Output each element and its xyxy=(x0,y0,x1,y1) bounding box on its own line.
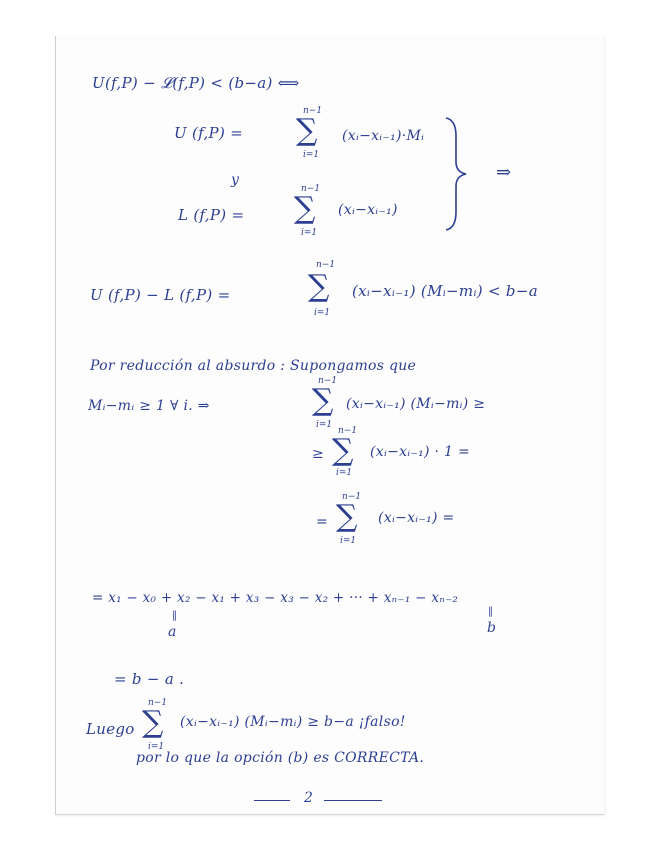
line-upper-minus-lower: U(f,P) − 𝓛(f,P) < (b−a) ⟺ xyxy=(92,74,300,92)
step2-rhs: (xᵢ−xᵢ₋₁) · 1 = xyxy=(370,444,471,460)
sum-upper-limit: n−1 xyxy=(301,184,321,194)
step3-relation: = xyxy=(316,514,329,530)
telescoping-sum: = x₁ − x₀ + x₂ − x₁ + x₃ − x₃ − x₂ + ··· + xₙ₋₁ − xₙ₋₂ xyxy=(92,590,459,606)
sum-upper-limit: n−1 xyxy=(303,106,323,116)
handwritten-page xyxy=(55,36,604,815)
luego-rhs: (xᵢ−xᵢ₋₁) (Mᵢ−mᵢ) ≥ b−a ¡falso! xyxy=(180,714,406,730)
difference-rhs: (xᵢ−xᵢ₋₁) (Mᵢ−mᵢ) < b−a xyxy=(352,282,538,300)
sum-lower-limit: i=1 xyxy=(148,742,165,752)
l-definition-rhs: (xᵢ−xᵢ₋₁) xyxy=(338,202,398,218)
sum-upper-limit: n−1 xyxy=(318,376,338,386)
step2-relation: ≥ xyxy=(312,446,325,462)
b-label: b xyxy=(487,620,497,636)
sum-lower-limit: i=1 xyxy=(314,308,331,318)
difference-lhs: U (f,P) − L (f,P) = xyxy=(90,286,231,304)
u-definition-rhs: (xᵢ−xᵢ₋₁)·Mᵢ xyxy=(342,128,425,144)
sum-upper-limit: n−1 xyxy=(338,426,358,436)
sum-upper-limit: n−1 xyxy=(342,492,362,502)
sum-symbol: ∑ xyxy=(336,499,358,534)
sum-symbol: ∑ xyxy=(296,113,318,148)
l-definition-lhs: L (f,P) = xyxy=(178,206,245,224)
step3-rhs: (xᵢ−xᵢ₋₁) = xyxy=(378,510,455,526)
hypothesis-rhs: (xᵢ−xᵢ₋₁) (Mᵢ−mᵢ) ≥ xyxy=(346,396,486,412)
conjunction-y: y xyxy=(231,172,240,188)
a-label: a xyxy=(168,624,177,640)
sum-lower-limit: i=1 xyxy=(336,468,353,478)
result-b-minus-a: = b − a . xyxy=(114,670,185,688)
sum-symbol: ∑ xyxy=(332,433,354,468)
page-number: 2 xyxy=(304,790,314,806)
u-definition-lhs: U (f,P) = xyxy=(174,124,244,142)
page-rule-left xyxy=(254,800,290,801)
sum-symbol: ∑ xyxy=(312,383,334,418)
sum-lower-limit: i=1 xyxy=(301,228,318,238)
hypothesis: Mᵢ−mᵢ ≥ 1 ∀ i. ⇒ xyxy=(88,398,210,414)
sum-symbol: ∑ xyxy=(308,269,330,304)
implication-arrow: ⇒ xyxy=(496,162,512,183)
equals-mark-a: ‖ xyxy=(172,610,178,621)
sum-symbol: ∑ xyxy=(142,705,164,740)
sum-lower-limit: i=1 xyxy=(303,150,320,160)
sum-upper-limit: n−1 xyxy=(316,260,336,270)
right-brace xyxy=(442,116,472,232)
sum-upper-limit: n−1 xyxy=(148,698,168,708)
luego-word: Luego xyxy=(86,720,135,738)
conclusion: por lo que la opción (b) es CORRECTA. xyxy=(136,750,425,766)
sum-symbol: ∑ xyxy=(294,191,316,226)
sum-lower-limit: i=1 xyxy=(316,420,333,430)
equals-mark-b: ‖ xyxy=(488,606,494,617)
absurd-intro: Por reducción al absurdo : Supongamos que xyxy=(90,358,417,374)
sum-lower-limit: i=1 xyxy=(340,536,357,546)
page-rule-right xyxy=(324,800,382,801)
